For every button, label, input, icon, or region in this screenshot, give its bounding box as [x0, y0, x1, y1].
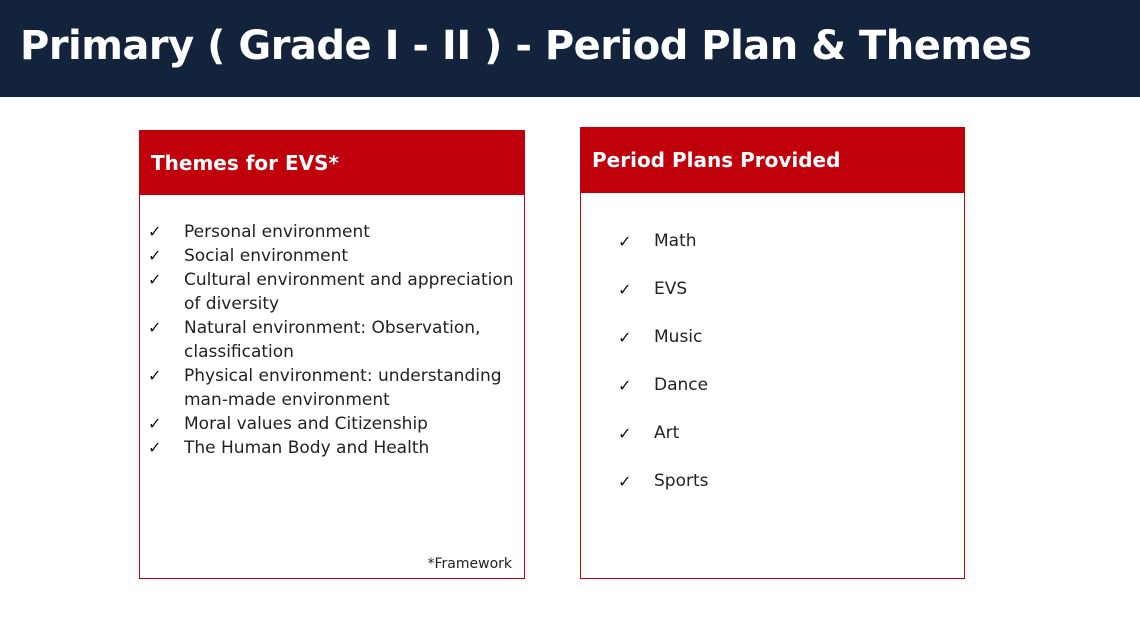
theme-item-text: The Human Body and Health [184, 438, 430, 458]
theme-item-text: Personal environment [184, 222, 370, 242]
period-plans-card-header: Period Plans Provided [581, 128, 964, 193]
check-icon: ✓ [618, 471, 632, 491]
plan-item-text: Math [654, 231, 697, 251]
check-icon: ✓ [618, 375, 632, 395]
themes-card-header: Themes for EVS* [140, 131, 524, 195]
list-item [148, 436, 518, 460]
check-icon: ✓ [618, 423, 632, 443]
check-icon: ✓ [618, 327, 632, 347]
list-item [618, 457, 709, 505]
list-item [148, 364, 518, 412]
list-item [148, 316, 518, 364]
theme-item-text: Cultural environment and appreciation of diversity [184, 270, 514, 314]
framework-footnote: *Framework [427, 556, 512, 572]
list-item [148, 268, 518, 316]
theme-item-text: Physical environment: understanding man-made environment [184, 366, 502, 410]
plan-item-text: EVS [654, 279, 688, 299]
check-icon: ✓ [618, 231, 632, 251]
check-icon: ✓ [148, 246, 162, 265]
list-item [148, 220, 518, 244]
themes-list [148, 220, 518, 460]
plan-item-text: Dance [654, 375, 709, 395]
themes-card [139, 130, 525, 579]
theme-item-text: Moral values and Citizenship [184, 414, 428, 434]
theme-item-text: Natural environment: Observation, classification [184, 318, 481, 362]
plan-item-text: Sports [654, 471, 709, 491]
list-item [148, 412, 518, 436]
period-plans-card [580, 127, 965, 579]
theme-item-text: Social environment [184, 246, 349, 266]
list-item [148, 244, 518, 268]
check-icon: ✓ [148, 366, 162, 385]
list-item [618, 217, 709, 265]
title-banner [0, 0, 1140, 97]
check-icon: ✓ [148, 438, 162, 457]
check-icon: ✓ [148, 222, 162, 241]
plan-item-text: Art [654, 423, 680, 443]
check-icon: ✓ [618, 279, 632, 299]
check-icon: ✓ [148, 270, 162, 289]
list-item [618, 313, 709, 361]
period-plans-list [618, 217, 709, 505]
check-icon: ✓ [148, 414, 162, 433]
list-item [618, 361, 709, 409]
check-icon: ✓ [148, 318, 162, 337]
slide-title: Primary ( Grade I - II ) - Period Plan & Themes [20, 23, 1032, 69]
list-item [618, 409, 709, 457]
list-item [618, 265, 709, 313]
plan-item-text: Music [654, 327, 703, 347]
